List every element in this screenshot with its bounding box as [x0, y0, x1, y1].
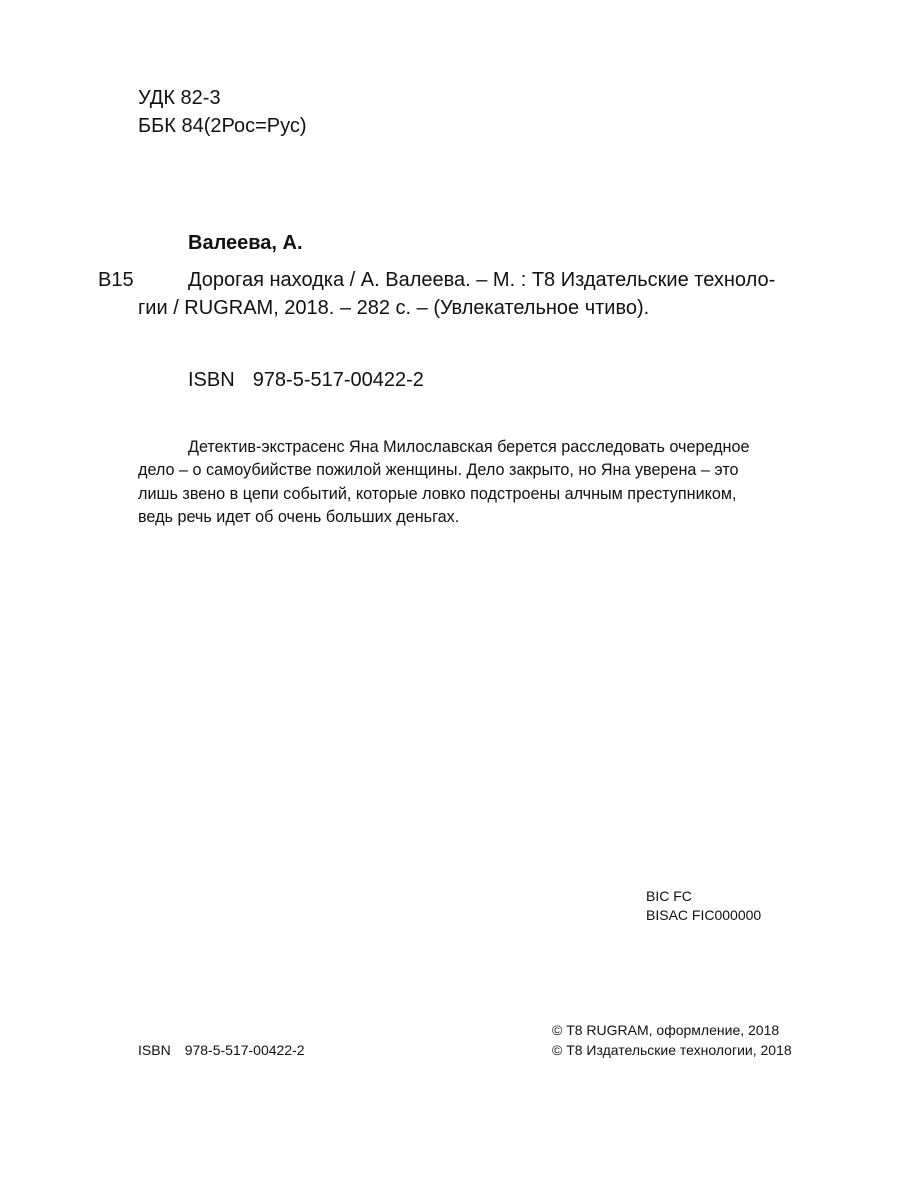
copyright-block	[552, 1020, 792, 1060]
isbn-label: ISBN	[138, 1042, 171, 1058]
isbn-bottom	[138, 1040, 305, 1060]
classification-block	[138, 84, 307, 140]
copyright-line: © Т8 RUGRAM, оформление, 2018	[552, 1022, 780, 1038]
annotation-line: Детектив-экстрасенс Яна Милославская берется расследовать очередное	[188, 438, 750, 456]
bbk-code: ББК 84(2Рос=Рус)	[138, 115, 307, 137]
bibliographic-description-line-1: Дорогая находка / А. Валеева. – М. : Т8 Издательские техноло-	[188, 269, 776, 291]
annotation-line: дело – о самоубийстве пожилой женщины. Дело закрыто, но Яна уверена – это	[138, 461, 739, 480]
udk-code: УДК 82-3	[138, 87, 221, 109]
annotation-line: лишь звено в цепи событий, которые ловко подстроены алчным преступником,	[138, 484, 737, 503]
subject-codes	[646, 887, 761, 925]
isbn-number: 978-5-517-00422-2	[252, 369, 424, 391]
author-mark-code: В15	[98, 269, 134, 291]
bisac-code: BISAC FIC000000	[646, 907, 762, 923]
copyright-line: © Т8 Издательские технологии, 2018	[552, 1042, 792, 1058]
isbn-number: 978-5-517-00422-2	[184, 1042, 305, 1058]
bibliographic-description-line-2: гии / RUGRAM, 2018. – 282 с. – (Увлекательное чтиво).	[138, 297, 650, 319]
bic-code: BIC FC	[646, 888, 692, 904]
isbn-main	[188, 366, 424, 394]
annotation-paragraph	[138, 436, 806, 529]
annotation-line: ведь речь идет об очень больших деньгах.	[138, 507, 460, 526]
isbn-label: ISBN	[188, 369, 235, 391]
author-name: Валеева, А.	[188, 232, 303, 254]
